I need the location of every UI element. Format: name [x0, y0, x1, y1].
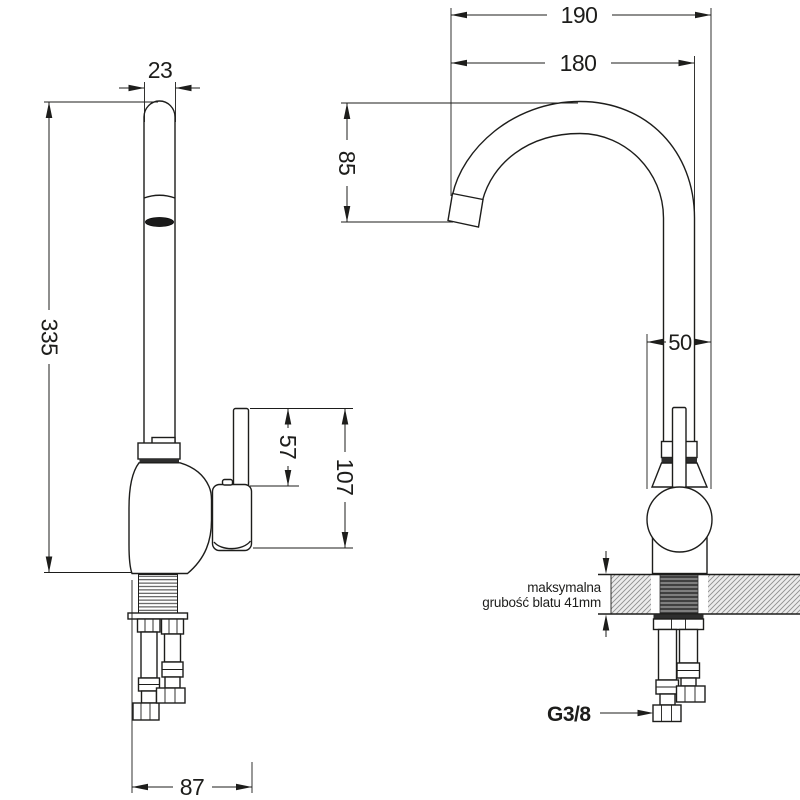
dim-spout-diameter-value: 23 — [147, 57, 173, 83]
faucet-body — [129, 463, 212, 574]
countertop-thickness-note — [482, 551, 609, 637]
mounting-shank — [139, 575, 178, 614]
dim-body-height — [253, 409, 358, 549]
hose-end-nut — [133, 703, 159, 720]
dim-arrow — [451, 60, 467, 67]
handle-lever — [234, 409, 249, 489]
supply-hose-left — [133, 619, 160, 720]
shank-through-counter — [660, 575, 698, 614]
dim-arrow — [679, 60, 695, 67]
side-view — [128, 101, 252, 720]
collar-gasket — [140, 459, 180, 463]
callout-arrow — [638, 710, 654, 717]
countertop — [598, 575, 800, 615]
dim-body-diameter-value: 50 — [668, 330, 692, 355]
thread-callout — [547, 703, 654, 726]
spout-tip — [448, 194, 483, 228]
handle-lever-front — [673, 408, 687, 488]
hose-end-nut — [677, 686, 706, 702]
spout-tube — [144, 101, 175, 443]
dim-arrow — [129, 85, 145, 92]
handle-cap-ridge — [223, 480, 233, 486]
hose-end-nut-g38 — [653, 705, 681, 722]
dim-arrow — [695, 12, 711, 19]
spout-arc-outer — [453, 102, 695, 442]
valve-body — [647, 487, 712, 552]
dim-arrow — [342, 409, 349, 425]
supply-hose-right — [157, 619, 186, 703]
dim-arrow — [695, 339, 711, 346]
countertop-note-line1: maksymalna — [527, 580, 601, 595]
dim-arrow — [176, 85, 192, 92]
dim-arrow — [236, 784, 252, 791]
countertop-note-line2: grubość blatu 41mm — [482, 595, 601, 610]
aerator — [145, 217, 173, 226]
dim-spout-clearance-value: 85 — [334, 150, 360, 176]
dim-lever-height-value: 57 — [275, 434, 301, 460]
collar-nut — [138, 443, 180, 459]
dim-base-width-value: 87 — [179, 774, 205, 800]
spout-arc-inner — [483, 134, 664, 442]
dim-arrow — [451, 12, 467, 19]
mounting-flange — [128, 613, 188, 619]
dim-arrow — [344, 206, 351, 222]
dim-arrow — [603, 615, 610, 631]
front-view — [448, 102, 800, 722]
dim-arrow — [344, 103, 351, 119]
thread-label: G3/8 — [547, 703, 591, 726]
handle-cap — [213, 485, 252, 551]
dim-arrow — [132, 784, 148, 791]
supply-hose-right-front — [677, 630, 706, 703]
hose-end-nut — [157, 688, 186, 703]
dim-body-height-value: 107 — [332, 458, 358, 496]
dim-arrow — [342, 532, 349, 548]
dim-arrow — [46, 102, 53, 118]
dim-arrow — [603, 558, 610, 574]
dim-spout-reach-value: 180 — [559, 50, 597, 76]
dim-arrow — [647, 339, 663, 346]
dim-arrow — [285, 409, 292, 425]
dim-arrow — [46, 557, 53, 573]
dim-arrow — [285, 470, 292, 486]
dim-overall-reach-value: 190 — [560, 2, 598, 28]
fixing-flange — [654, 619, 704, 630]
dim-total-height-value: 335 — [36, 318, 63, 356]
